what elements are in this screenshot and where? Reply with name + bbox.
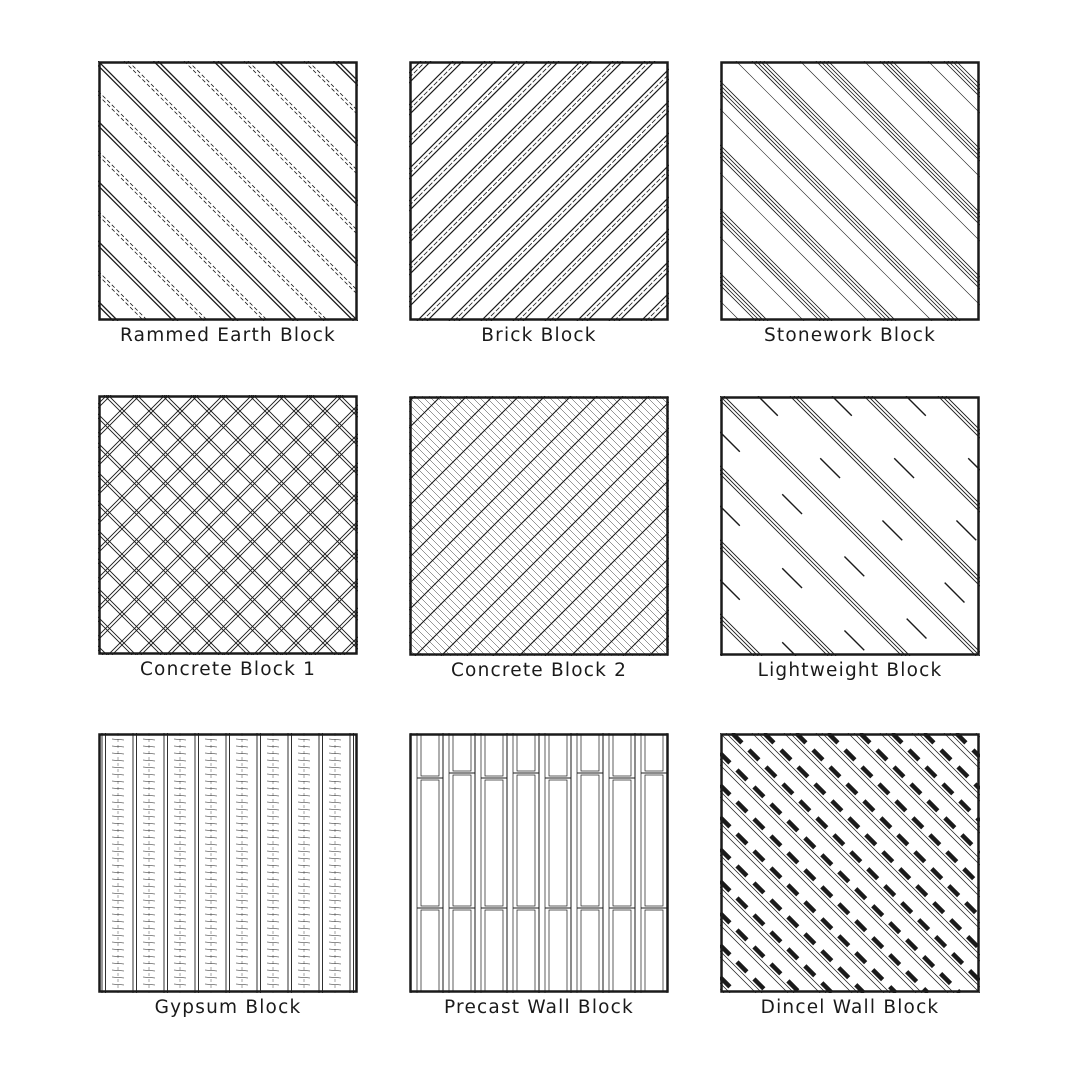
gypsum-swatch <box>98 733 358 1018</box>
brick-swatch <box>409 61 669 346</box>
concrete-1-label: Concrete Block 1 <box>139 659 317 680</box>
lightweight-hatch-pattern <box>720 396 980 656</box>
stonework-label: Stonework Block <box>763 325 937 346</box>
lightweight-swatch <box>720 396 980 681</box>
precast-wall-swatch <box>409 733 669 1018</box>
concrete-1-hatch-pattern <box>98 395 358 655</box>
precast-wall-hatch-pattern <box>409 733 669 993</box>
rammed-earth-swatch <box>98 61 358 346</box>
stonework-hatch-pattern <box>720 61 980 321</box>
concrete-2-swatch <box>409 396 669 681</box>
dincel-wall-swatch <box>720 733 980 1018</box>
rammed-earth-label: Rammed Earth Block <box>120 325 336 346</box>
lightweight-label: Lightweight Block <box>757 660 943 681</box>
brick-hatch-pattern <box>409 61 669 321</box>
concrete-2-hatch-pattern <box>409 396 669 656</box>
stonework-swatch <box>720 61 980 346</box>
concrete-1-swatch <box>98 395 358 680</box>
concrete-2-label: Concrete Block 2 <box>450 660 628 681</box>
gypsum-label: Gypsum Block <box>154 997 302 1018</box>
dincel-wall-label: Dincel Wall Block <box>760 997 940 1018</box>
precast-wall-label: Precast Wall Block <box>444 997 634 1018</box>
dincel-wall-hatch-pattern <box>720 733 980 993</box>
brick-label: Brick Block <box>481 325 597 346</box>
rammed-earth-hatch-pattern <box>98 61 358 321</box>
gypsum-hatch-pattern <box>98 733 358 993</box>
